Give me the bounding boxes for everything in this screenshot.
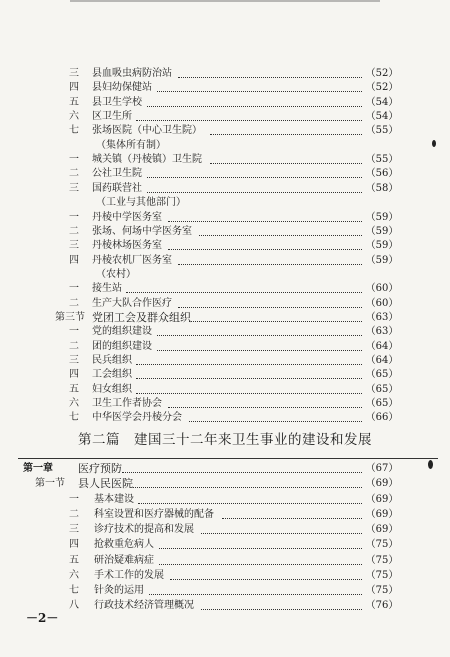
toc-entry — [0, 597, 450, 615]
toc-dot-leader — [157, 334, 362, 336]
toc-entry-number: 五 — [69, 96, 79, 108]
toc-entry-page: （66） — [365, 412, 399, 424]
toc-entry-page: （69） — [365, 508, 399, 520]
toc-dot-leader — [133, 486, 363, 488]
toc-dot-leader — [210, 133, 363, 135]
toc-dot-leader — [157, 349, 362, 351]
toc-entry-page: （59） — [365, 240, 399, 252]
toc-dot-leader — [136, 363, 362, 365]
toc-entry-number: 八 — [69, 600, 79, 612]
toc-entry-title: 县血吸虫病防治站 — [92, 68, 172, 79]
toc-entry-title: 妇女组织 — [92, 383, 132, 395]
toc-entry-title: 研治疑难病症 — [94, 554, 154, 566]
toc-dot-leader — [199, 234, 362, 236]
toc-entry-number: 四 — [69, 254, 79, 266]
toc-dot-leader — [122, 471, 362, 473]
toc-entry-number: 七 — [69, 125, 79, 137]
toc-entry-number: 二 — [69, 297, 79, 309]
toc-dot-leader — [201, 608, 362, 610]
top-edge-mark — [70, 0, 380, 6]
ink-speck — [432, 140, 436, 147]
toc-entry-title: （农村） — [96, 268, 136, 280]
toc-entry-page: （63） — [365, 326, 399, 338]
toc-dot-leader — [189, 320, 363, 322]
toc-entry-page: （65） — [365, 398, 399, 410]
toc-entry-title: 民兵组织 — [92, 355, 132, 366]
toc-dot-leader — [138, 502, 362, 504]
toc-entry-number: 四 — [69, 82, 79, 94]
toc-entry-page: （65） — [365, 383, 399, 395]
toc-entry-title: 县卫生学校 — [92, 96, 142, 108]
toc-entry-number: 三 — [69, 355, 79, 366]
toc-entry-number: 二 — [69, 340, 79, 352]
toc-entry-page: （69） — [365, 524, 399, 535]
toc-entry-page: （59） — [365, 225, 399, 237]
toc-entry-page: （59） — [365, 211, 399, 223]
toc-entry-page: （67） — [365, 463, 399, 474]
toc-entry-page: （64） — [365, 355, 399, 366]
toc-entry-number: 一 — [69, 283, 79, 295]
toc-entry-page: （69） — [365, 493, 399, 505]
toc-entry-title: 县妇幼保健站 — [92, 82, 152, 94]
toc-entry-title: （工业与其他部门） — [96, 197, 186, 209]
toc-entry-page: （63） — [365, 311, 399, 323]
toc-dot-leader — [170, 578, 363, 580]
toc-entry-number: 七 — [69, 585, 79, 596]
toc-entry-page: （75） — [365, 539, 399, 551]
toc-entry — [0, 409, 450, 427]
toc-entry-title: 县人民医院 — [78, 477, 133, 491]
toc-entry-page: （54） — [365, 96, 399, 108]
toc-entry-number: 一 — [69, 154, 79, 166]
toc-entry-title: 丹棱农机厂医务室 — [92, 254, 172, 266]
toc-entry-title: 生产大队合作医疗 — [92, 297, 172, 309]
toc-entry-page: （56） — [365, 168, 399, 180]
toc-entry-page: （59） — [365, 254, 399, 266]
toc-entry-number: 一 — [69, 326, 79, 338]
toc-entry-page: （60） — [365, 297, 399, 309]
toc-entry-number: 六 — [69, 111, 79, 123]
ink-speck — [428, 460, 433, 469]
toc-entry-title: 手术工作的发展 — [94, 569, 164, 581]
toc-entry-title: 工会组织 — [92, 369, 132, 381]
toc-dot-leader — [178, 263, 362, 265]
toc-entry-title: 针灸的运用 — [94, 585, 144, 596]
toc-entry-page: （54） — [365, 111, 399, 123]
toc-entry-title: 医疗预防 — [78, 462, 122, 475]
toc-dot-leader — [178, 76, 362, 78]
toc-entry-title: 丹棱中学医务室 — [92, 211, 162, 223]
toc-entry-page: （75） — [365, 585, 399, 596]
toc-entry-title: 接生站 — [92, 283, 122, 295]
toc-dot-leader — [201, 532, 362, 534]
toc-dot-leader — [168, 248, 363, 250]
toc-entry-number: 七 — [69, 412, 79, 424]
toc-entry-title: 国药联营社 — [92, 182, 142, 194]
toc-entry-number: 三 — [69, 524, 79, 535]
toc-entry-page: （65） — [365, 369, 399, 381]
toc-entry-title: 行政技术经济管理概况 — [94, 600, 194, 612]
toc-dot-leader — [222, 517, 362, 519]
toc-entry-title: 诊疗技术的提高和发展 — [94, 524, 194, 535]
toc-entry-title: 丹棱林场医务室 — [92, 240, 162, 252]
toc-dot-leader — [159, 547, 362, 549]
toc-entry-number: 四 — [69, 539, 79, 551]
toc-dot-leader — [147, 191, 363, 193]
toc-dot-leader — [168, 406, 363, 408]
toc-entry-title: 张场医院（中心卫生院） — [92, 125, 202, 137]
toc-entry-number: 一 — [69, 211, 79, 223]
toc-dot-leader — [149, 593, 363, 595]
part-title: 第二篇 建国三十二年来卫生事业的建设和发展 — [78, 432, 372, 448]
toc-entry-page: （55） — [365, 125, 399, 137]
toc-entry-page: （75） — [365, 554, 399, 566]
toc-entry-title: 团的组织建设 — [92, 340, 152, 352]
toc-entry-number: 三 — [69, 182, 79, 194]
toc-entry-page: （60） — [365, 283, 399, 295]
toc-entry-number: 二 — [69, 508, 79, 520]
toc-entry-title: 科室设置和医疗器械的配备 — [94, 508, 214, 520]
toc-entry-title: 区卫生所 — [92, 111, 132, 123]
toc-entry-title: （集体所有制） — [96, 139, 166, 151]
toc-dot-leader — [168, 220, 363, 222]
toc-entry-number: 五 — [69, 383, 79, 395]
toc-entry-title: 党团工会及群众组织 — [92, 310, 191, 324]
toc-dot-leader — [136, 392, 362, 394]
toc-entry-page: （75） — [365, 569, 399, 581]
toc-dot-leader — [136, 377, 362, 379]
toc-dot-leader — [147, 105, 363, 107]
toc-dot-leader — [147, 176, 363, 178]
toc-dot-leader — [136, 119, 362, 121]
toc-entry-number: 六 — [69, 398, 79, 410]
toc-dot-leader — [159, 563, 362, 565]
toc-dot-leader — [189, 420, 363, 422]
toc-entry-number: 五 — [69, 554, 79, 566]
toc-dot-leader — [210, 162, 363, 164]
toc-entry-page: （69） — [365, 478, 399, 490]
toc-entry-title: 基本建设 — [94, 493, 134, 505]
toc-entry-number: 六 — [69, 569, 79, 581]
toc-entry-number: 二 — [69, 168, 79, 180]
toc-dot-leader — [126, 291, 363, 293]
toc-entry-page: （55） — [365, 154, 399, 166]
toc-entry-title: 公社卫生院 — [92, 168, 142, 180]
toc-entry-title: 城关镇（丹棱镇）卫生院 — [92, 154, 202, 166]
toc-dot-leader — [157, 90, 362, 92]
toc-entry-number: 第一节 — [35, 478, 65, 490]
toc-entry-page: （76） — [365, 600, 399, 612]
toc-entry-page: （58） — [365, 182, 399, 194]
toc-entry-number: 四 — [69, 369, 79, 381]
toc-entry-number: 三 — [69, 240, 79, 252]
toc-entry-page: （52） — [365, 82, 399, 94]
part-divider — [18, 458, 438, 459]
toc-entry-number: 三 — [69, 68, 79, 79]
toc-entry-title: 中华医学会丹棱分会 — [92, 412, 182, 424]
toc-entry-number: 第一章 — [23, 463, 53, 474]
toc-entry-number: 第三节 — [55, 311, 85, 323]
toc-entry-page: （52） — [365, 68, 399, 79]
toc-entry-title: 抢救重危病人 — [94, 539, 154, 551]
toc-entry-title: 张场、何场中学医务室 — [92, 225, 192, 237]
toc-entry-number: 一 — [69, 493, 79, 505]
toc-entry-title: 党的组织建设 — [92, 326, 152, 338]
toc-dot-leader — [178, 306, 362, 308]
toc-entry-page: （64） — [365, 340, 399, 352]
page-number-footer: －2－ — [26, 611, 59, 625]
toc-entry-title: 卫生工作者协会 — [92, 398, 162, 410]
toc-entry-number: 二 — [69, 225, 79, 237]
